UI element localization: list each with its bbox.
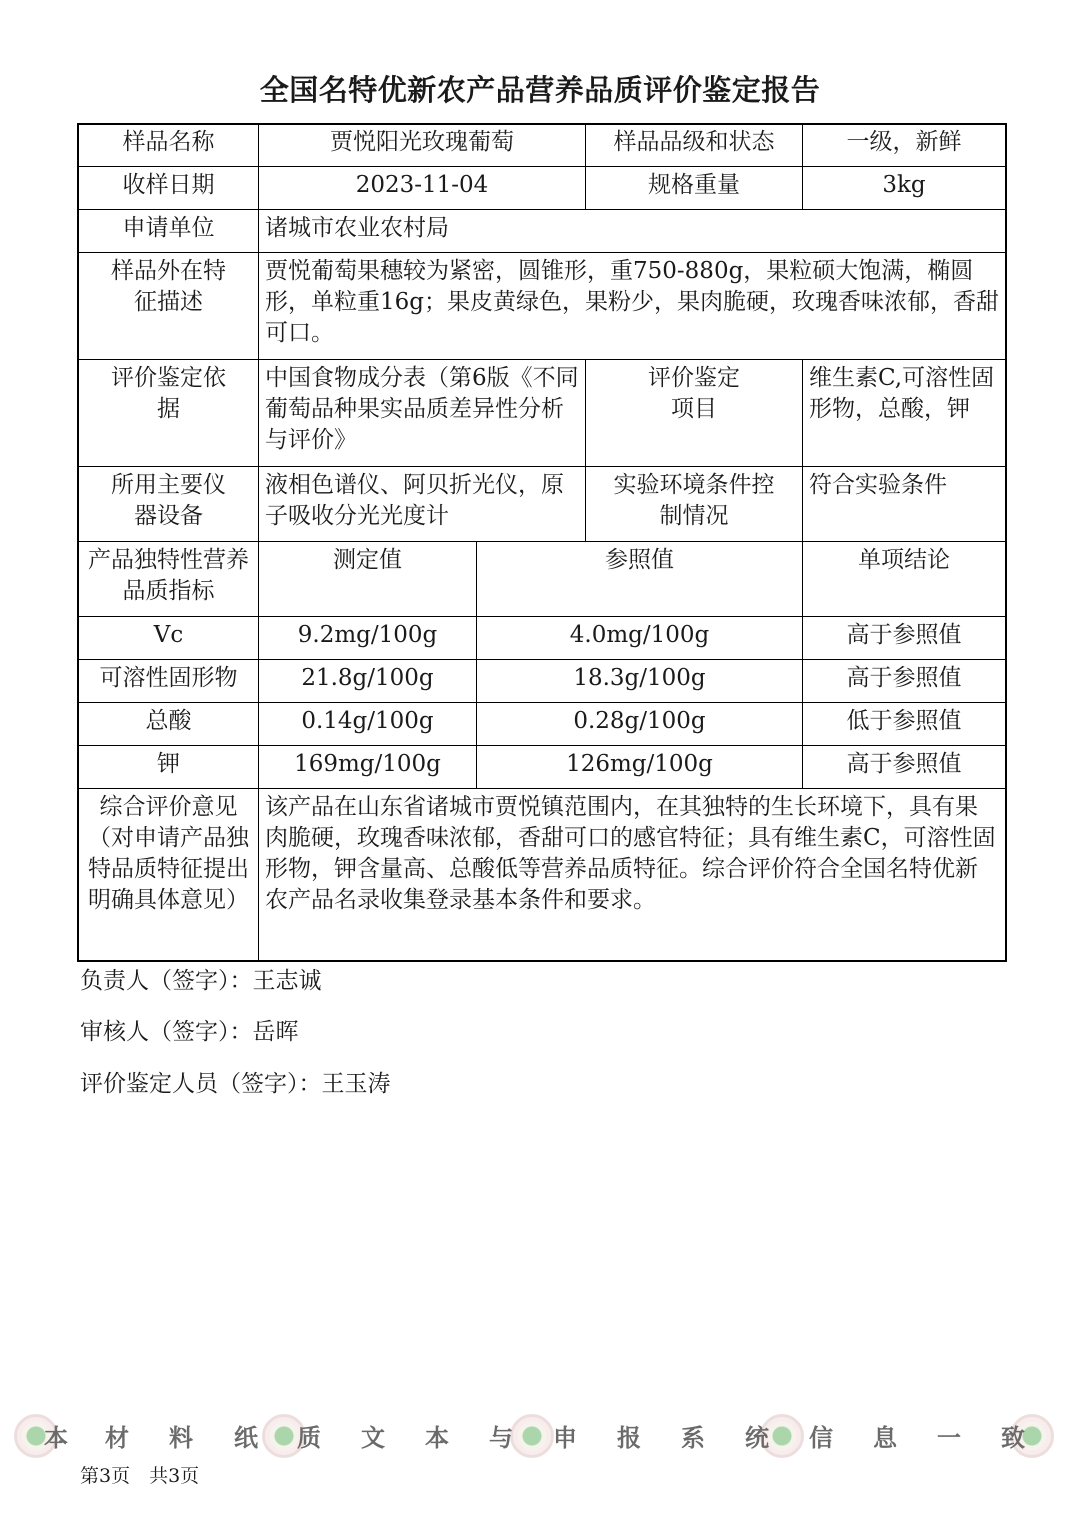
- signature-name: 岳晖: [252, 1019, 299, 1045]
- consistency-banner: [0, 1414, 1080, 1458]
- banner-char: 质: [297, 1423, 321, 1452]
- signature-label: 负责人（签字）：: [80, 968, 253, 994]
- date-label: 收样日期: [122, 172, 215, 198]
- basis-value: 中国食物成分表（第6版《不同葡萄品种果实品质差异性分析与评价》: [265, 365, 579, 453]
- indicator-reference: 126mg/100g: [566, 751, 713, 777]
- banner-char: 文: [361, 1423, 385, 1452]
- applicant-label: 申请单位: [122, 215, 215, 241]
- indicator-header-measured: 测定值: [333, 547, 402, 573]
- banner-char: 申: [553, 1423, 577, 1452]
- indicator-conclusion: 低于参照值: [846, 708, 962, 734]
- indicator-name: 钾: [157, 751, 180, 777]
- signature-reviewer: [80, 1013, 299, 1046]
- grade-label: 样品品级和状态: [613, 129, 775, 155]
- indicator-reference: 18.3g/100g: [573, 665, 706, 691]
- env-value: 符合实验条件: [809, 472, 947, 498]
- items-label: 评价鉴定项目: [648, 365, 740, 422]
- indicator-name: 可溶性固形物: [99, 665, 238, 691]
- indicator-conclusion: 高于参照值: [846, 622, 962, 648]
- indicator-header-name: 产品独特性营养品质指标: [88, 547, 249, 604]
- banner-char: 材: [105, 1423, 129, 1452]
- banner-char: 报: [617, 1423, 641, 1452]
- banner-char: 一: [937, 1423, 961, 1452]
- page-number: 第3页 共3页: [80, 1465, 200, 1487]
- signature-name: 王志诚: [252, 968, 322, 994]
- seal-icon: [510, 1414, 554, 1458]
- indicator-measured: 169mg/100g: [294, 751, 441, 777]
- banner-char: 信: [809, 1423, 833, 1452]
- banner-char: 系: [681, 1423, 705, 1452]
- indicator-measured: 21.8g/100g: [301, 665, 434, 691]
- signature-name: 王玉涛: [321, 1071, 391, 1097]
- indicator-header-conclusion: 单项结论: [858, 547, 950, 573]
- banner-char: 纸: [234, 1423, 258, 1452]
- indicator-name: 总酸: [145, 708, 192, 734]
- signature-label: 评价鉴定人员（签字）：: [80, 1071, 322, 1097]
- weight-value: 3kg: [882, 172, 926, 198]
- indicator-reference: 0.28g/100g: [573, 708, 706, 734]
- signature-evaluator: [80, 1065, 391, 1098]
- equipment-label: 所用主要仪器设备: [111, 472, 226, 529]
- banner-char: 料: [169, 1423, 193, 1452]
- banner-char: 致: [1001, 1423, 1025, 1452]
- banner-char: 本: [44, 1423, 68, 1452]
- banner-char: 本: [425, 1423, 449, 1452]
- indicator-conclusion: 高于参照值: [846, 751, 962, 777]
- applicant-value: 诸城市农业农村局: [265, 215, 449, 241]
- banner-char: 统: [745, 1423, 769, 1452]
- equipment-value: 液相色谱仪、阿贝折光仪，原子吸收分光光度计: [265, 472, 564, 529]
- env-label: 实验环境条件控制情况: [613, 472, 775, 529]
- indicator-name: Vc: [153, 622, 184, 648]
- banner-char: 与: [489, 1423, 513, 1452]
- opinion-label: 综合评价意见（对申请产品独特品质特征提出明确具体意见）: [88, 794, 249, 913]
- report-title: 全国名特优新农产品营养品质评价鉴定报告: [259, 73, 821, 107]
- receive-date: 2023-11-04: [355, 172, 489, 198]
- items-value: 维生素C,可溶性固形物，总酸，钾: [809, 365, 995, 422]
- signature-label: 审核人（签字）：: [80, 1019, 253, 1045]
- weight-label: 规格重量: [648, 172, 740, 198]
- indicator-measured: 9.2mg/100g: [297, 622, 438, 648]
- banner-char: 息: [873, 1423, 897, 1452]
- appearance-description: 贾悦葡萄果穗较为紧密，圆锥形，重750-880g，果粒硕大饱满，椭圆形，单粒重16g；果皮黄绿色，果粉少，果肉脆硬，玫瑰香味浓郁，香甜可口。: [265, 258, 999, 346]
- sample-name-label: 样品名称: [122, 129, 215, 155]
- appearance-label: 样品外在特征描述: [111, 258, 226, 315]
- opinion-text: 该产品在山东省诸城市贾悦镇范围内，在其独特的生长环境下，具有果肉脆硬，玫瑰香味浓郁，香甜可口的感官特征；具有维生素C，可溶性固形物，钾含量高、总酸低等营养品质特征。综合评价符合全国名特优新农产品名录收集登录基本条件和要求。: [265, 794, 996, 913]
- indicator-reference: 4.0mg/100g: [569, 622, 710, 648]
- indicator-header-reference: 参照值: [605, 547, 674, 573]
- indicator-measured: 0.14g/100g: [301, 708, 434, 734]
- grade-value: 一级，新鲜: [846, 129, 962, 155]
- basis-label: 评价鉴定依据: [111, 365, 226, 422]
- signature-responsible: [80, 962, 322, 995]
- sample-name: 贾悦阳光玫瑰葡萄: [330, 129, 514, 155]
- indicator-conclusion: 高于参照值: [846, 665, 962, 691]
